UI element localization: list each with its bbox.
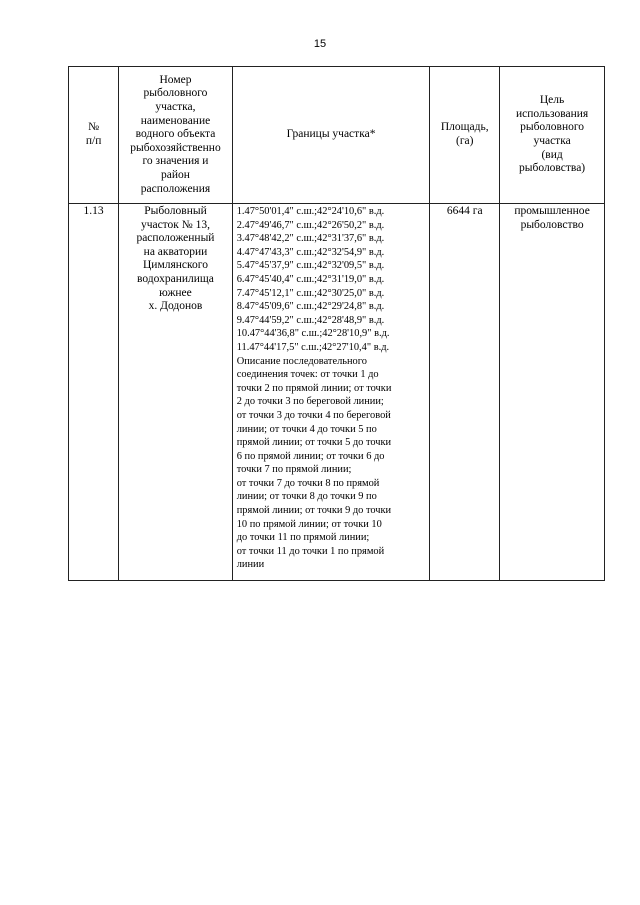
boundary-description: линии; от точки 8 до точки 9 по [236,491,377,503]
boundary-description: точки 2 по прямой линии; от точки [236,382,392,394]
boundary-description: прямой линии; от точки 5 до точки [236,437,392,449]
boundary-point: 4.47°47'43,3" с.ш.;42°32'54,9" в.д. [236,246,385,258]
cell-text-line: х. Додонов [148,300,203,313]
cell-text-line: Рыболовный [144,205,207,217]
boundary-point: 7.47°45'12,1" с.ш.;42°30'25,0" в.д. [236,287,385,299]
cell-text-line: наименование [140,114,211,127]
cell-text-line: рыболовства) [519,162,586,175]
header-number [69,67,119,204]
cell-text-line: № [88,121,100,134]
boundary-description: 10 по прямой линии; от точки 10 [236,518,382,530]
boundary-description: соединения точек: от точки 1 до [236,369,379,381]
boundary-description: 6 по прямой линии; от точки 6 до [236,450,385,462]
boundary-point: 8.47°45'09,6" с.ш.;42°29'24,8" в.д. [236,301,385,313]
header-purpose [500,67,605,204]
boundary-description: до точки 11 по прямой линии; [236,532,370,544]
cell-text-line: водного объекта [135,128,216,141]
page-number: 15 [313,38,327,50]
cell-text-line: расположенный [136,232,215,245]
cell-text-line: рыбохозяйственно [130,141,221,154]
boundary-description: от точки 7 до точки 8 по прямой [236,477,380,489]
boundary-description: линии; от точки 4 до точки 5 по [236,423,377,435]
cell-text-line: участка, [155,101,196,114]
boundary-point: 10.47°44'36,8" с.ш.;42°28'10,9" в.д. [236,328,390,340]
boundary-point: 5.47°45'37,9" с.ш.;42°32'09,5" в.д. [236,260,385,272]
cell-text-line: южнее [159,286,192,299]
boundary-description: прямой линии; от точки 9 до точки [236,505,392,517]
cell-text-line: го значения и [142,155,209,168]
cell-text-line: п/п [85,135,102,147]
fishing-sites-table [68,66,605,581]
boundary-description: от точки 11 до точки 1 по прямой [236,545,385,557]
boundary-point: 9.47°44'59,2" с.ш.;42°28'48,9" в.д. [236,314,385,326]
cell-text-line: Площадь, [440,121,489,134]
cell-text-line: (га) [456,135,474,147]
cell-text-line: промышленное [514,205,590,217]
cell-text-line: использования [515,107,589,120]
boundary-point: 6.47°45'40,4" с.ш.;42°31'19,0" в.д. [236,273,385,285]
header-site [119,67,233,204]
boundary-description: Описание последовательного [236,355,367,367]
boundary-description: 2 до точки 3 по береговой линии; [236,396,384,408]
row-number: 1.13 [69,204,119,581]
boundary-description: точки 7 по прямой линии; [236,464,352,476]
boundary-point: 11.47°44'17,5" с.ш.;42°27'10,4" в.д. [236,341,390,353]
boundary-description: линии [236,559,265,571]
row-purpose [500,204,605,581]
row-area: 6644 га [430,204,500,581]
boundary-description: от точки 3 до точки 4 по береговой [236,409,391,421]
boundary-point: 2.47°49'46,7" с.ш.;42°26'50,2" в.д. [236,219,385,231]
cell-text-line: расположения [140,182,211,195]
cell-text-line: Цель [539,94,565,107]
row-site-name [119,204,233,581]
boundary-point: 3.47°48'42,2" с.ш.;42°31'37,6" в.д. [236,233,385,245]
cell-text-line: район [161,168,190,181]
cell-text-line: рыболовного [520,121,585,134]
header-boundaries: Границы участка* [232,67,430,204]
cell-text-line: рыболовство [520,218,584,231]
cell-text-line: участка [533,135,571,147]
cell-text-line: Цимлянского [142,259,208,272]
cell-text-line: Номер [159,73,192,86]
header-area [430,67,500,204]
table-header-row [69,67,605,204]
cell-text-line: водохранилища [137,272,214,285]
table-row [69,204,605,581]
cell-text-line: на акватории [143,245,208,258]
cell-text-line: рыболовного [143,87,208,100]
boundary-point: 1.47°50'01,4" с.ш.;42°24'10,6" в.д. [236,206,385,217]
row-boundaries [232,204,430,581]
cell-text-line: (вид [541,148,563,161]
cell-text-line: участок № 13, [140,218,210,231]
